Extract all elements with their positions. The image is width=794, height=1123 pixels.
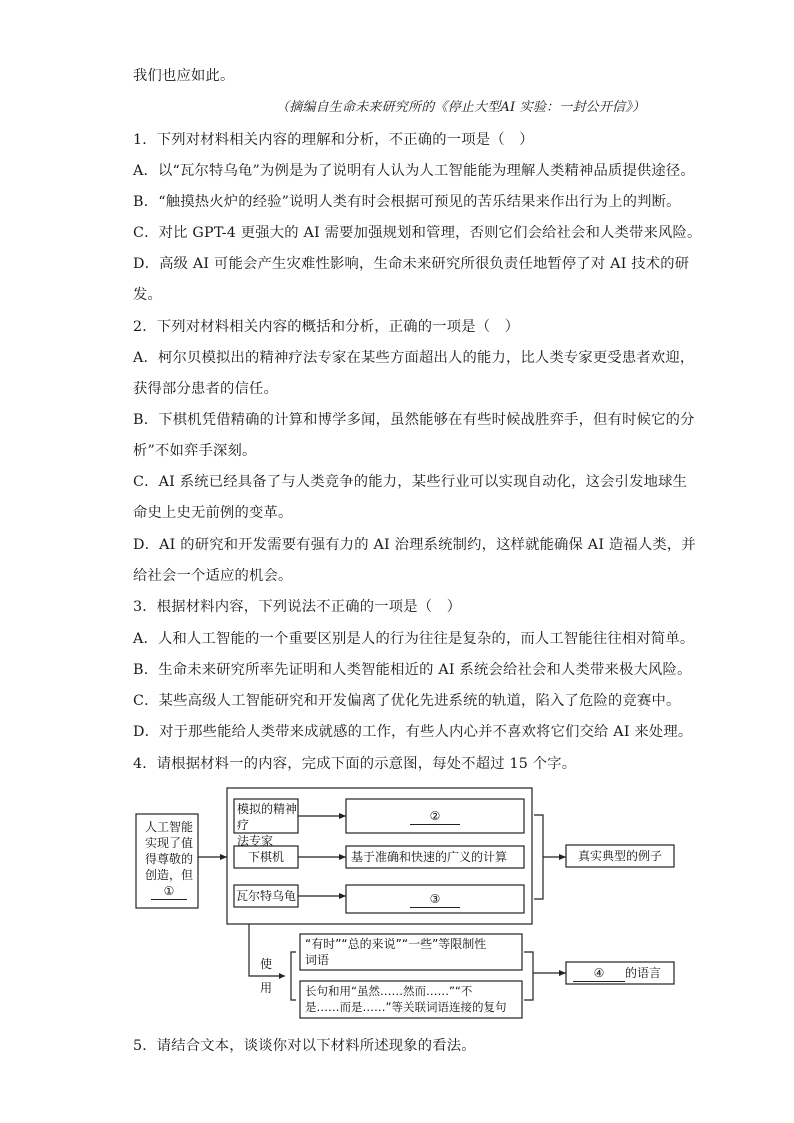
q4-stem: 4．请根据材料一的内容，完成下面的示意图，每处不超过 15 个字。 <box>133 756 577 772</box>
use-label-1: 使 <box>260 957 273 971</box>
q2-option-b: B．下棋机凭借精确的计算和博学多闻，虽然能够在有些时候战胜弈手，但有时候它的分 <box>133 412 695 428</box>
q2-option-a: A．柯尔贝模拟出的精神疗法专家在某些方面超出人的能力，比人类专家更受患者欢迎， <box>133 350 695 366</box>
q4-diagram <box>133 782 678 1022</box>
q2-option-b-cont: 析”不如弈手深刻。 <box>133 443 257 459</box>
q1-option-d: D．高级 AI 可能会产生灾难性影响，生命未来研究所很负责任地暂停了对 AI 技术的研 <box>133 256 690 272</box>
ex1-value <box>346 808 524 825</box>
q1-option-b: B．“触摸热火炉的经验”说明人类有时会根据可预见的苦乐结果来作出行为上的判断。 <box>133 194 681 210</box>
q1-option-a: A．以“瓦尔特乌龟”为例是为了说明有人认为人工智能能为理解人类精神品质提供途径。 <box>133 163 695 179</box>
left-box-line: 创造，但 <box>144 868 193 882</box>
ex1-label-line: 模拟的精神疗 <box>237 802 298 832</box>
intro-end: 我们也应如此。 <box>133 68 235 84</box>
q3-stem: 3．根据材料内容，下列说法不正确的一项是（ ） <box>133 599 462 615</box>
q1-option-c: C．对比 GPT-4 更强大的 AI 需要加强规划和管理，否则它们会给社会和人类带来风险。 <box>133 225 702 241</box>
q2-option-c-cont: 命史上史无前例的变革。 <box>133 505 293 521</box>
source-citation: （摘编自生命未来研究所的《停止大型AI 实验：一封公开信》） <box>276 100 646 115</box>
ex2-label: 下棋机 <box>247 850 284 864</box>
left-box <box>141 819 197 900</box>
result-text: 的语言 <box>625 966 662 980</box>
use-box2-line: 是……而是……”等关联词语连接的复句 <box>305 1000 507 1014</box>
ex3-value <box>346 891 524 908</box>
q3-option-b: B．生命未来研究所率先证明和人类智能相近的 AI 系统会给社会和人类带来极大风险。 <box>133 662 692 678</box>
blank-3: ③ <box>410 891 460 908</box>
ex3-label: 瓦尔特乌龟 <box>235 889 296 903</box>
blank-1: ① <box>151 883 187 900</box>
q1-option-d-cont: 发。 <box>133 287 162 303</box>
blank-2: ② <box>410 808 460 825</box>
q3-option-a: A．人和人工智能的一个重要区别是人的行为往往是复杂的，而人工智能往往相对简单。 <box>133 631 695 647</box>
ex2-value: 基于准确和快速的广义的计算 <box>351 850 508 864</box>
use-label-2: 用 <box>260 981 273 995</box>
q2-option-d: D．AI 的研究和开发需要有强有力的 AI 治理系统制约，这样就能确保 AI 造福人类，并 <box>133 537 696 553</box>
left-box-line: 实现了值 <box>144 836 193 850</box>
use-box1-line: “有时”“总的来说”“一些”等限制性 <box>305 937 487 951</box>
use-box1-line: 词语 <box>305 953 330 967</box>
q2-option-c: C．AI 系统已经具备了与人类竞争的能力，某些行业可以实现自动化，这会引发地球生 <box>133 474 688 490</box>
use-box2-line: 长句和用“虽然……然而……”“不 <box>305 984 473 998</box>
q2-option-a-cont: 获得部分患者的信任。 <box>133 381 278 397</box>
ex1-label <box>237 801 297 849</box>
q5-stem: 5．请结合文本，谈谈你对以下材料所述现象的看法。 <box>133 1038 476 1054</box>
use-box1 <box>305 936 520 968</box>
result-box <box>573 965 673 982</box>
q3-option-c: C．某些高级人工智能研究和开发偏离了优化先进系统的轨道，陷入了危险的竞赛中。 <box>133 693 681 709</box>
q1-stem: 1．下列对材料相关内容的理解和分析，不正确的一项是（ ） <box>133 132 534 148</box>
blank-4: ④ <box>573 965 625 982</box>
q3-option-d: D．对于那些能给人类带来成就感的工作，有些人内心并不喜欢将它们交给 AI 来处理。 <box>133 724 693 740</box>
left-box-line: 人工智能 <box>144 820 193 834</box>
right-box-text: 真实典型的例子 <box>577 849 662 863</box>
ex1-label-line: 法专家 <box>237 834 274 848</box>
left-box-line: 得尊敬的 <box>144 852 193 866</box>
q2-option-d-cont: 给社会一个适应的机会。 <box>133 568 293 584</box>
q2-stem: 2．下列对材料相关内容的概括和分析，正确的一项是（ ） <box>133 319 520 335</box>
use-box2 <box>305 983 520 1015</box>
